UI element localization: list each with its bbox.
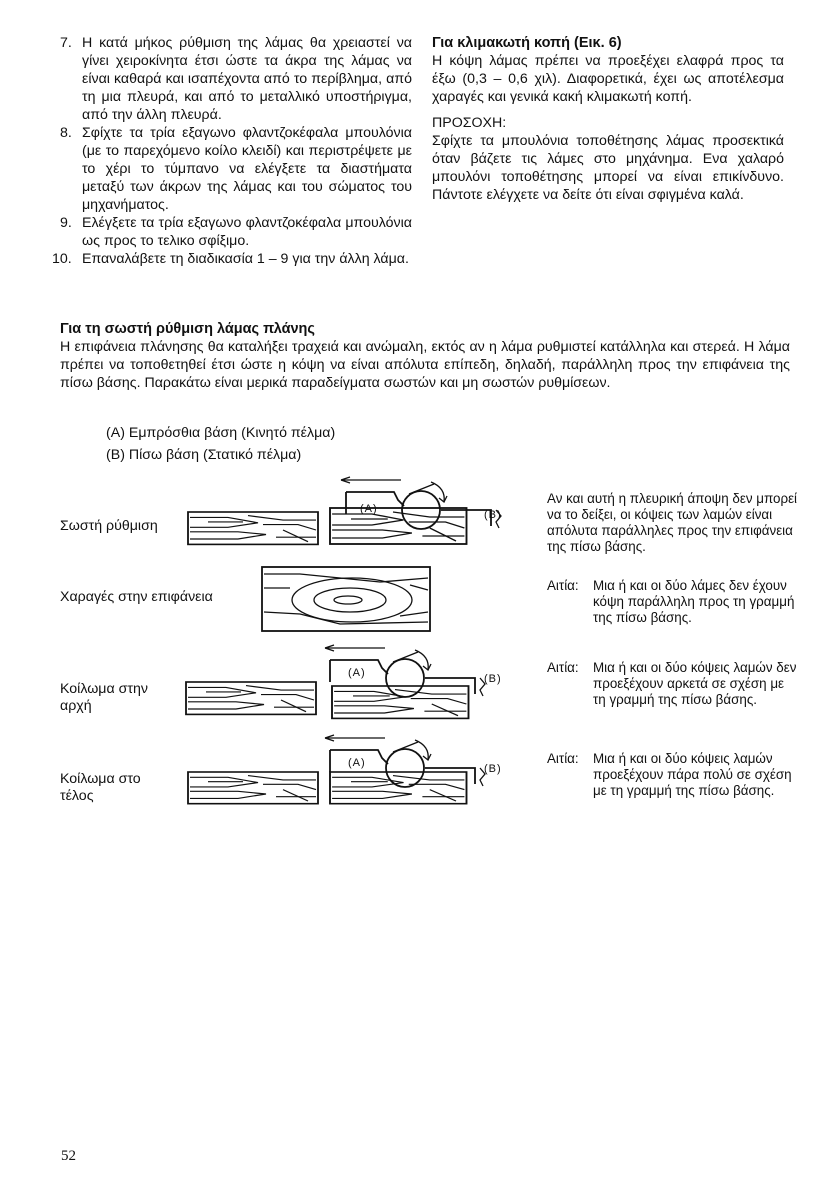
step-cut-heading: Για κλιμακωτή κοπή (Εικ. 6) xyxy=(432,35,622,51)
section-heading: Για τη σωστή ρύθμιση λάμας πλάνης xyxy=(60,321,315,337)
figure-label-a: (A) xyxy=(348,757,366,769)
page-number: 52 xyxy=(61,1148,76,1164)
cause-label: Αιτία: xyxy=(547,578,579,593)
figure-label-b: (B) xyxy=(484,509,502,521)
diagram-correct xyxy=(188,477,502,544)
step-text: Επαναλάβετε τη διαδικασία 1 – 9 για την άλλη λάμα. xyxy=(82,251,409,267)
label-nicks: Χαραγές στην επιφάνεια xyxy=(60,589,213,605)
step-cut-text: Η κόψη λάμας πρέπει να προεξέχει ελαφρά προς τα έξω (0,3 – 0,6 χιλ). Διαφορετικά, έχει ως αποτέλεσμα χαραγές και γενικά κακή κλιμακωτή κοπή. xyxy=(432,53,784,105)
section-text: Η επιφάνεια πλάνησης θα καταλήξει τραχειά και ανώμαλη, εκτός αν η λάμα ρυθμιστεί κατάλληλα και στερεά. Η λάμα πρέπει να τοποθετηθεί έτσι ώστε η κόψη να είναι απόλυτα επίπεδη, δηλαδή, παράλληλη προς την επιφάνεια της πίσω βάσης. Παρακάτω είναι μερικά παραδείγματα σωστών και μη σωστών ρυθμίσεων. xyxy=(60,339,790,391)
diagram-nicks xyxy=(262,567,430,631)
label-gouge-start-line2: αρχή xyxy=(60,698,92,714)
cause-text: Μια ή και οι δύο λάμες δεν έχουν κόψη παράλληλη προς τη γραμμή της πίσω βάσης. xyxy=(593,578,795,625)
label-gouge-end-line1: Κοίλωμα στο xyxy=(60,771,141,787)
figure-label-a: (A) xyxy=(360,503,378,515)
caution-title: ΠΡΟΣΟΧΗ: xyxy=(432,115,507,131)
step-text: Η κατά μήκος ρύθμιση της λάμας θα χρειαστεί να γίνει χειροκίνητα έτσι ώστε τα άκρα της λάμας να είναι καθαρά και ισαπέχοντα από το περίβλημα, από τη μια πλευρά, και από το μεταλλικό υποστήριγμα, από την άλλη πλευρά. xyxy=(82,35,412,123)
cause-label: Αιτία: xyxy=(547,660,579,675)
diagram-gouge-start xyxy=(186,645,502,718)
step-number: 9. xyxy=(60,215,72,231)
label-correct: Σωστή ρύθμιση xyxy=(60,518,158,534)
step-number: 10. xyxy=(52,251,72,267)
figure-label-b: (B) xyxy=(484,763,502,775)
legend-rear-base: (B) Πίσω βάση (Στατικό πέλμα) xyxy=(106,447,302,463)
diagram-gouge-end xyxy=(188,735,502,804)
cause-label: Αιτία: xyxy=(547,751,579,766)
label-gouge-end-line2: τέλος xyxy=(60,788,94,804)
desc-correct: Αν και αυτή η πλευρική άποψη δεν μπορεί να το δείξει, οι κόψεις των λαμών είναι απόλυτα παράλληλες προς την επιφάνεια της πίσω βάσης. xyxy=(547,491,798,554)
cause-text: Μια ή και οι δύο κόψεις λαμών προεξέχουν πάρα πολύ σε σχέση με τη γραμμή της πίσω βάσης. xyxy=(593,751,792,798)
caution-text: Σφίχτε τα μπουλόνια τοποθέτησης λάμας προσεκτικά όταν βάζετε τις λάμες στο μηχάνημα. Ενα χαλαρό μπουλόνι τοποθέτησης μπορεί να είναι επικίνδυνο. Πάντοτε ελέγχετε να δείτε ότι είναι σφιγμένα καλά. xyxy=(432,133,784,203)
step-number: 7. xyxy=(60,35,72,51)
step-number: 8. xyxy=(60,125,72,141)
figure-label-a: (A) xyxy=(348,667,366,679)
legend-front-base: (A) Εμπρόσθια βάση (Κινητό πέλμα) xyxy=(106,425,336,441)
figure-label-b: (B) xyxy=(484,673,502,685)
step-text: Ελέγξετε τα τρία εξαγωνο φλαντζοκέφαλα μπουλόνια ως προς το τελικο σφίξιμο. xyxy=(82,215,412,249)
cause-text: Μια ή και οι δύο κόψεις λαμών δεν προεξέχουν αρκετά σε σχέση με τη γραμμή της πίσω βάσης. xyxy=(593,660,797,707)
step-text: Σφίχτε τα τρία εξαγωνο φλαντζοκέφαλα μπουλόνια (με το παρεχόμενο κοίλο κλειδί) και περιστρέψετε με το χέρι το τύμπανο να ελέγξετε τα διαστήματα μεταξύ των άκρων της λάμας και του σώματος του μηχανήματος. xyxy=(82,125,412,213)
label-gouge-start-line1: Κοίλωμα στην xyxy=(60,681,148,697)
